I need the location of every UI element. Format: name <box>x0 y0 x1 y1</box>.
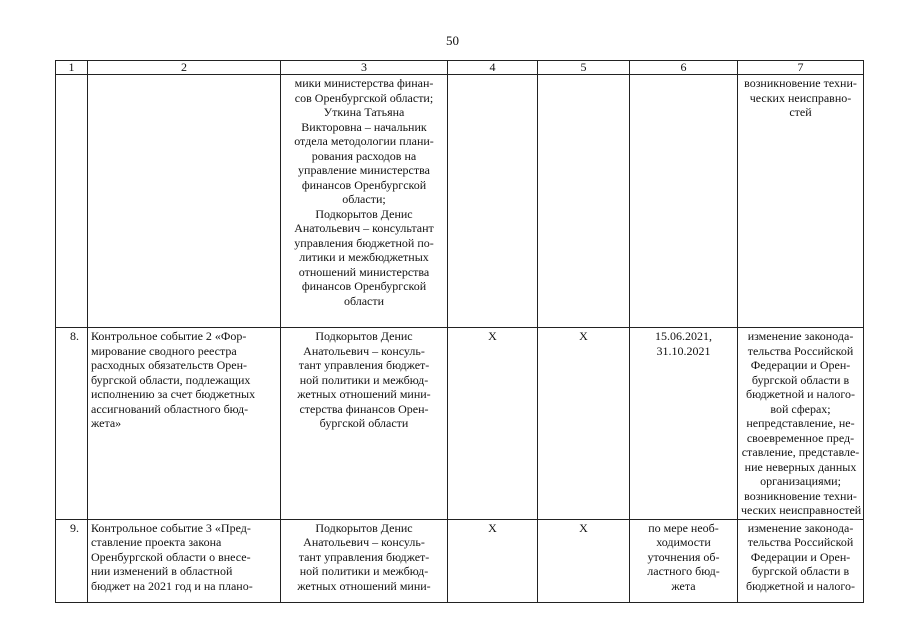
cell-line: уточнения об- <box>647 549 720 564</box>
row-number <box>56 75 88 328</box>
cell-line: вой сферах; <box>770 401 831 416</box>
col4-cell: Х <box>448 328 538 520</box>
cell-line: финансов Оренбургской <box>301 177 427 192</box>
cell-line: возникновение техни- <box>744 488 857 503</box>
column-header: 5 <box>538 61 630 75</box>
cell-line: Викторовна – начальник <box>301 119 427 134</box>
cell-line: ной политики и межбюд- <box>299 372 429 387</box>
cell-line: Анатольевич – консультант <box>294 221 434 235</box>
cell-line: управления бюджетной по- <box>294 235 434 250</box>
cell-line: стей <box>789 105 812 119</box>
cell-line: Подкорытов Денис <box>315 520 413 535</box>
col5-cell: Х <box>538 519 630 602</box>
cell-line: рования расходов на <box>311 148 417 163</box>
event-cell <box>88 75 281 328</box>
cell-line: ставление проекта закона <box>91 535 222 549</box>
col5-cell: Х <box>538 328 630 520</box>
cell-line: Федерации и Орен- <box>750 549 851 564</box>
column-header: 7 <box>738 61 864 75</box>
cell-line: Анатольевич – консуль- <box>303 535 425 549</box>
cell-line: Контрольное событие 2 «Фор- <box>91 329 247 343</box>
table-row <box>56 519 864 602</box>
cell-line: организациями; <box>760 474 841 488</box>
cell-line: Контрольное событие 3 «Пред- <box>91 520 251 535</box>
cell-line: области <box>343 293 385 308</box>
cell-line: Уткина Татьяна <box>323 105 405 119</box>
table-row <box>56 75 864 328</box>
cell-line: Подкорытов Денис <box>315 329 413 343</box>
cell-line: стерства финансов Орен- <box>299 401 429 416</box>
cell-line: ной политики и межбюд- <box>299 564 429 578</box>
cell-line: исполнению за счет бюджетных <box>91 387 256 401</box>
cell-line: ческих неисправностей <box>741 503 862 517</box>
col5-cell <box>538 75 630 328</box>
cell-line: изменение законода- <box>747 329 854 343</box>
risks-cell <box>738 75 864 328</box>
cell-line: области; <box>342 192 386 206</box>
cell-line: ние неверных данных <box>744 459 857 474</box>
col4-cell: Х <box>448 519 538 602</box>
cell-line: тельства Российской <box>747 535 854 549</box>
cell-line: ческих неисправно- <box>749 90 852 105</box>
cell-line: Оренбургской области о внесе- <box>91 549 251 564</box>
cell-line: ходимости <box>656 535 711 549</box>
cell-line: ластного бюд- <box>647 564 720 578</box>
column-header: 6 <box>630 61 738 75</box>
date-cell <box>630 75 738 328</box>
table-header-row <box>56 61 864 75</box>
cell-line: сов Оренбургской области; <box>294 90 434 105</box>
cell-line: бургской области в <box>751 564 850 578</box>
cell-line: возникновение техни- <box>744 76 857 90</box>
cell-line: Федерации и Орен- <box>750 358 851 372</box>
cell-line: жетных отношений мини- <box>297 387 431 401</box>
cell-line: изменение законода- <box>747 520 854 535</box>
cell-line: тант управления бюджет- <box>298 358 430 372</box>
cell-line: отношений министерства <box>298 264 430 279</box>
cell-line: управление министерства <box>298 163 430 177</box>
responsible-cell <box>281 519 448 602</box>
page-number: 50 <box>446 33 459 48</box>
cell-line: бюджет на 2021 год и на плано- <box>91 578 253 593</box>
cell-line: нии изменений в областной <box>91 564 233 578</box>
cell-line: тельства Российской <box>747 343 854 358</box>
cell-line: мирование сводного реестра <box>91 343 237 358</box>
cell-line: Подкорытов Денис <box>315 206 413 221</box>
cell-line: жета <box>671 578 696 593</box>
cell-line: расходных обязательств Орен- <box>91 358 248 372</box>
risks-cell <box>738 328 864 520</box>
cell-line: жетных отношений мини- <box>297 578 431 593</box>
cell-line: литики и межбюджетных <box>299 250 429 264</box>
cell-line: 15.06.2021, <box>655 329 712 343</box>
cell-line: жета» <box>91 416 122 430</box>
cell-line: бюджетной и налого- <box>746 578 855 593</box>
cell-line: своевременное пред- <box>746 430 855 445</box>
responsible-cell <box>281 328 448 520</box>
column-header: 4 <box>448 61 538 75</box>
cell-line: Анатольевич – консуль- <box>303 343 425 358</box>
cell-line: бургской области в <box>751 372 850 387</box>
cell-line: бургской области, подлежащих <box>91 372 251 387</box>
cell-line: 31.10.2021 <box>656 343 711 358</box>
responsible-cell <box>281 75 448 328</box>
column-header: 1 <box>56 61 88 75</box>
cell-line: ставление, представле- <box>741 445 860 459</box>
row-number: 8. <box>56 328 88 520</box>
col4-cell <box>448 75 538 328</box>
date-cell <box>630 519 738 602</box>
cell-line: ассигнований областного бюд- <box>91 401 249 416</box>
cell-line: по мере необ- <box>648 520 719 535</box>
table-row <box>56 328 864 520</box>
cell-line: финансов Оренбургской <box>301 279 427 293</box>
row-number: 9. <box>56 519 88 602</box>
risks-cell <box>738 519 864 602</box>
cell-line: отдела методологии плани- <box>294 134 434 148</box>
cell-line: бургской области <box>319 416 409 430</box>
column-header: 2 <box>88 61 281 75</box>
column-header: 3 <box>281 61 448 75</box>
event-cell <box>88 519 281 602</box>
cell-line: мики министерства финан- <box>294 76 434 90</box>
cell-line: непредставление, не- <box>746 416 855 430</box>
date-cell <box>630 328 738 520</box>
cell-line: бюджетной и налого- <box>746 387 855 401</box>
control-events-table <box>55 60 864 603</box>
cell-line: тант управления бюджет- <box>298 549 430 564</box>
event-cell <box>88 328 281 520</box>
